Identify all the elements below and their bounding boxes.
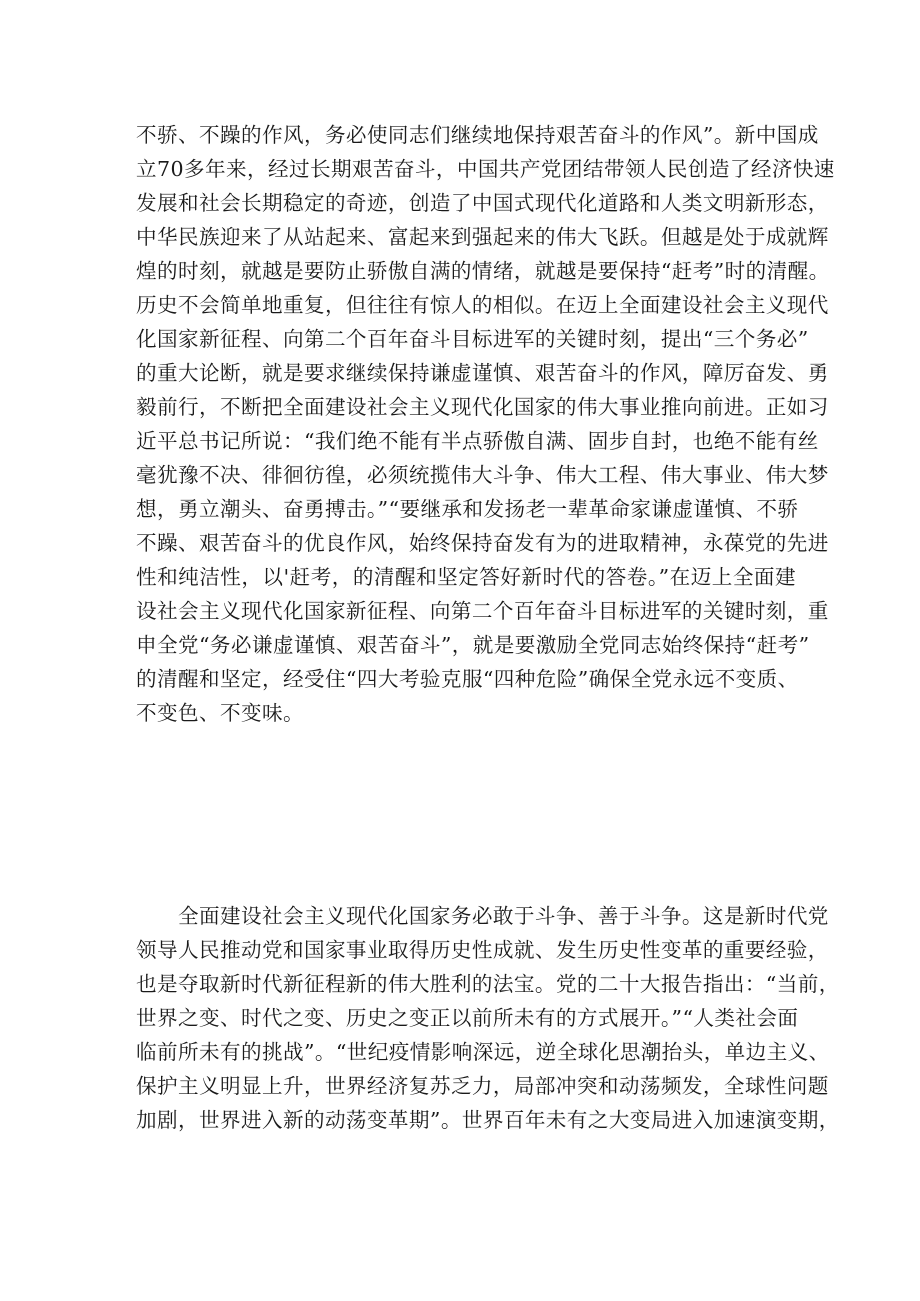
text-line: 全面建设社会主义现代化国家务必敢于斗争、善于斗争。这是新时代党 (178, 904, 829, 928)
text-line: 的重大论断，就是要求继续保持谦虚谨慎、艰苦奋斗的作风，障厉奋发、勇 (136, 361, 829, 385)
text-line: 煌的时刻，就越是要防止骄傲自满的情绪，就越是要保持“赶考”时的清醒。 (136, 259, 830, 283)
text-line: 性和纯洁性，以'赶考，的清醒和坚定答好新时代的答卷。”在迈上全面建 (136, 565, 796, 589)
text-line: 加剧，世界进入新的动荡变革期”。世界百年未有之大变局进入加速演变期， (136, 1108, 840, 1132)
text-line: 化国家新征程、向第二个百年奋斗目标进军的关键时刻，提出“三个务必” (136, 327, 809, 351)
text-line: 不变色、不变味。 (136, 701, 304, 725)
text-line: 近平总书记所说：“我们绝不能有半点骄傲自满、固步自封，也绝不能有丝 (136, 429, 819, 453)
paragraph-1 (136, 118, 835, 730)
text-line: 想，勇立潮头、奋勇搏击。”“要继承和发扬老一辈革命家谦虚谨慎、不骄 (136, 497, 799, 521)
paragraph-2 (136, 899, 840, 1137)
text-line: 毅前行，不断把全面建设社会主义现代化国家的伟大事业推向前进。正如习 (136, 395, 829, 419)
text-line: 立70多年来，经过长期艰苦奋斗，中国共产党团结带领人民创造了经济快速 (136, 157, 835, 181)
text-line: 发展和社会长期稳定的奇迹，创造了中国式现代化道路和人类文明新形态， (136, 191, 829, 215)
text-line: 不躁、艰苦奋斗的优良作风，始终保持奋发有为的进取精神，永葆党的先进 (136, 531, 829, 555)
text-line: 领导人民推动党和国家事业取得历史性成就、发生历史性变革的重要经验， (136, 938, 829, 962)
text-line: 申全党“务必谦虚谨慎、艰苦奋斗”，就是要激励全党同志始终保持“赶考” (136, 633, 810, 657)
text-line: 也是夺取新时代新征程新的伟大胜利的法宝。党的二十大报告指出：“当前， (136, 972, 840, 996)
text-line: 历史不会简单地重复，但往往有惊人的相似。在迈上全面建设社会主义现代 (136, 293, 829, 317)
text-line: 不骄、不躁的作风，务必使同志们继续地保持艰苦奋斗的作风”。新中国成 (136, 123, 819, 147)
text-line: 中华民族迎来了从站起来、富起来到强起来的伟大飞跃。但越是处于成就辉 (136, 225, 829, 249)
text-line: 设社会主义现代化国家新征程、向第二个百年奋斗目标进军的关键时刻，重 (136, 599, 829, 623)
text-line: 世界之变、时代之变、历史之变正以前所未有的方式展开。”“人类社会面 (136, 1006, 799, 1030)
text-line: 临前所未有的挑战”。“世纪疫情影响深远，逆全球化思潮抬头，单边主义、 (136, 1040, 830, 1064)
text-line: 毫犹豫不决、徘徊彷徨，必须统揽伟大斗争、伟大工程、伟大事业、伟大梦 (136, 463, 829, 487)
text-line: 保护主义明显上升，世界经济复苏乏力，局部冲突和动荡频发，全球性问题 (136, 1074, 829, 1098)
text-line: 的清醒和坚定，经受住“四大考验克服“四种危险”确保全党永远不变质、 (136, 667, 799, 691)
